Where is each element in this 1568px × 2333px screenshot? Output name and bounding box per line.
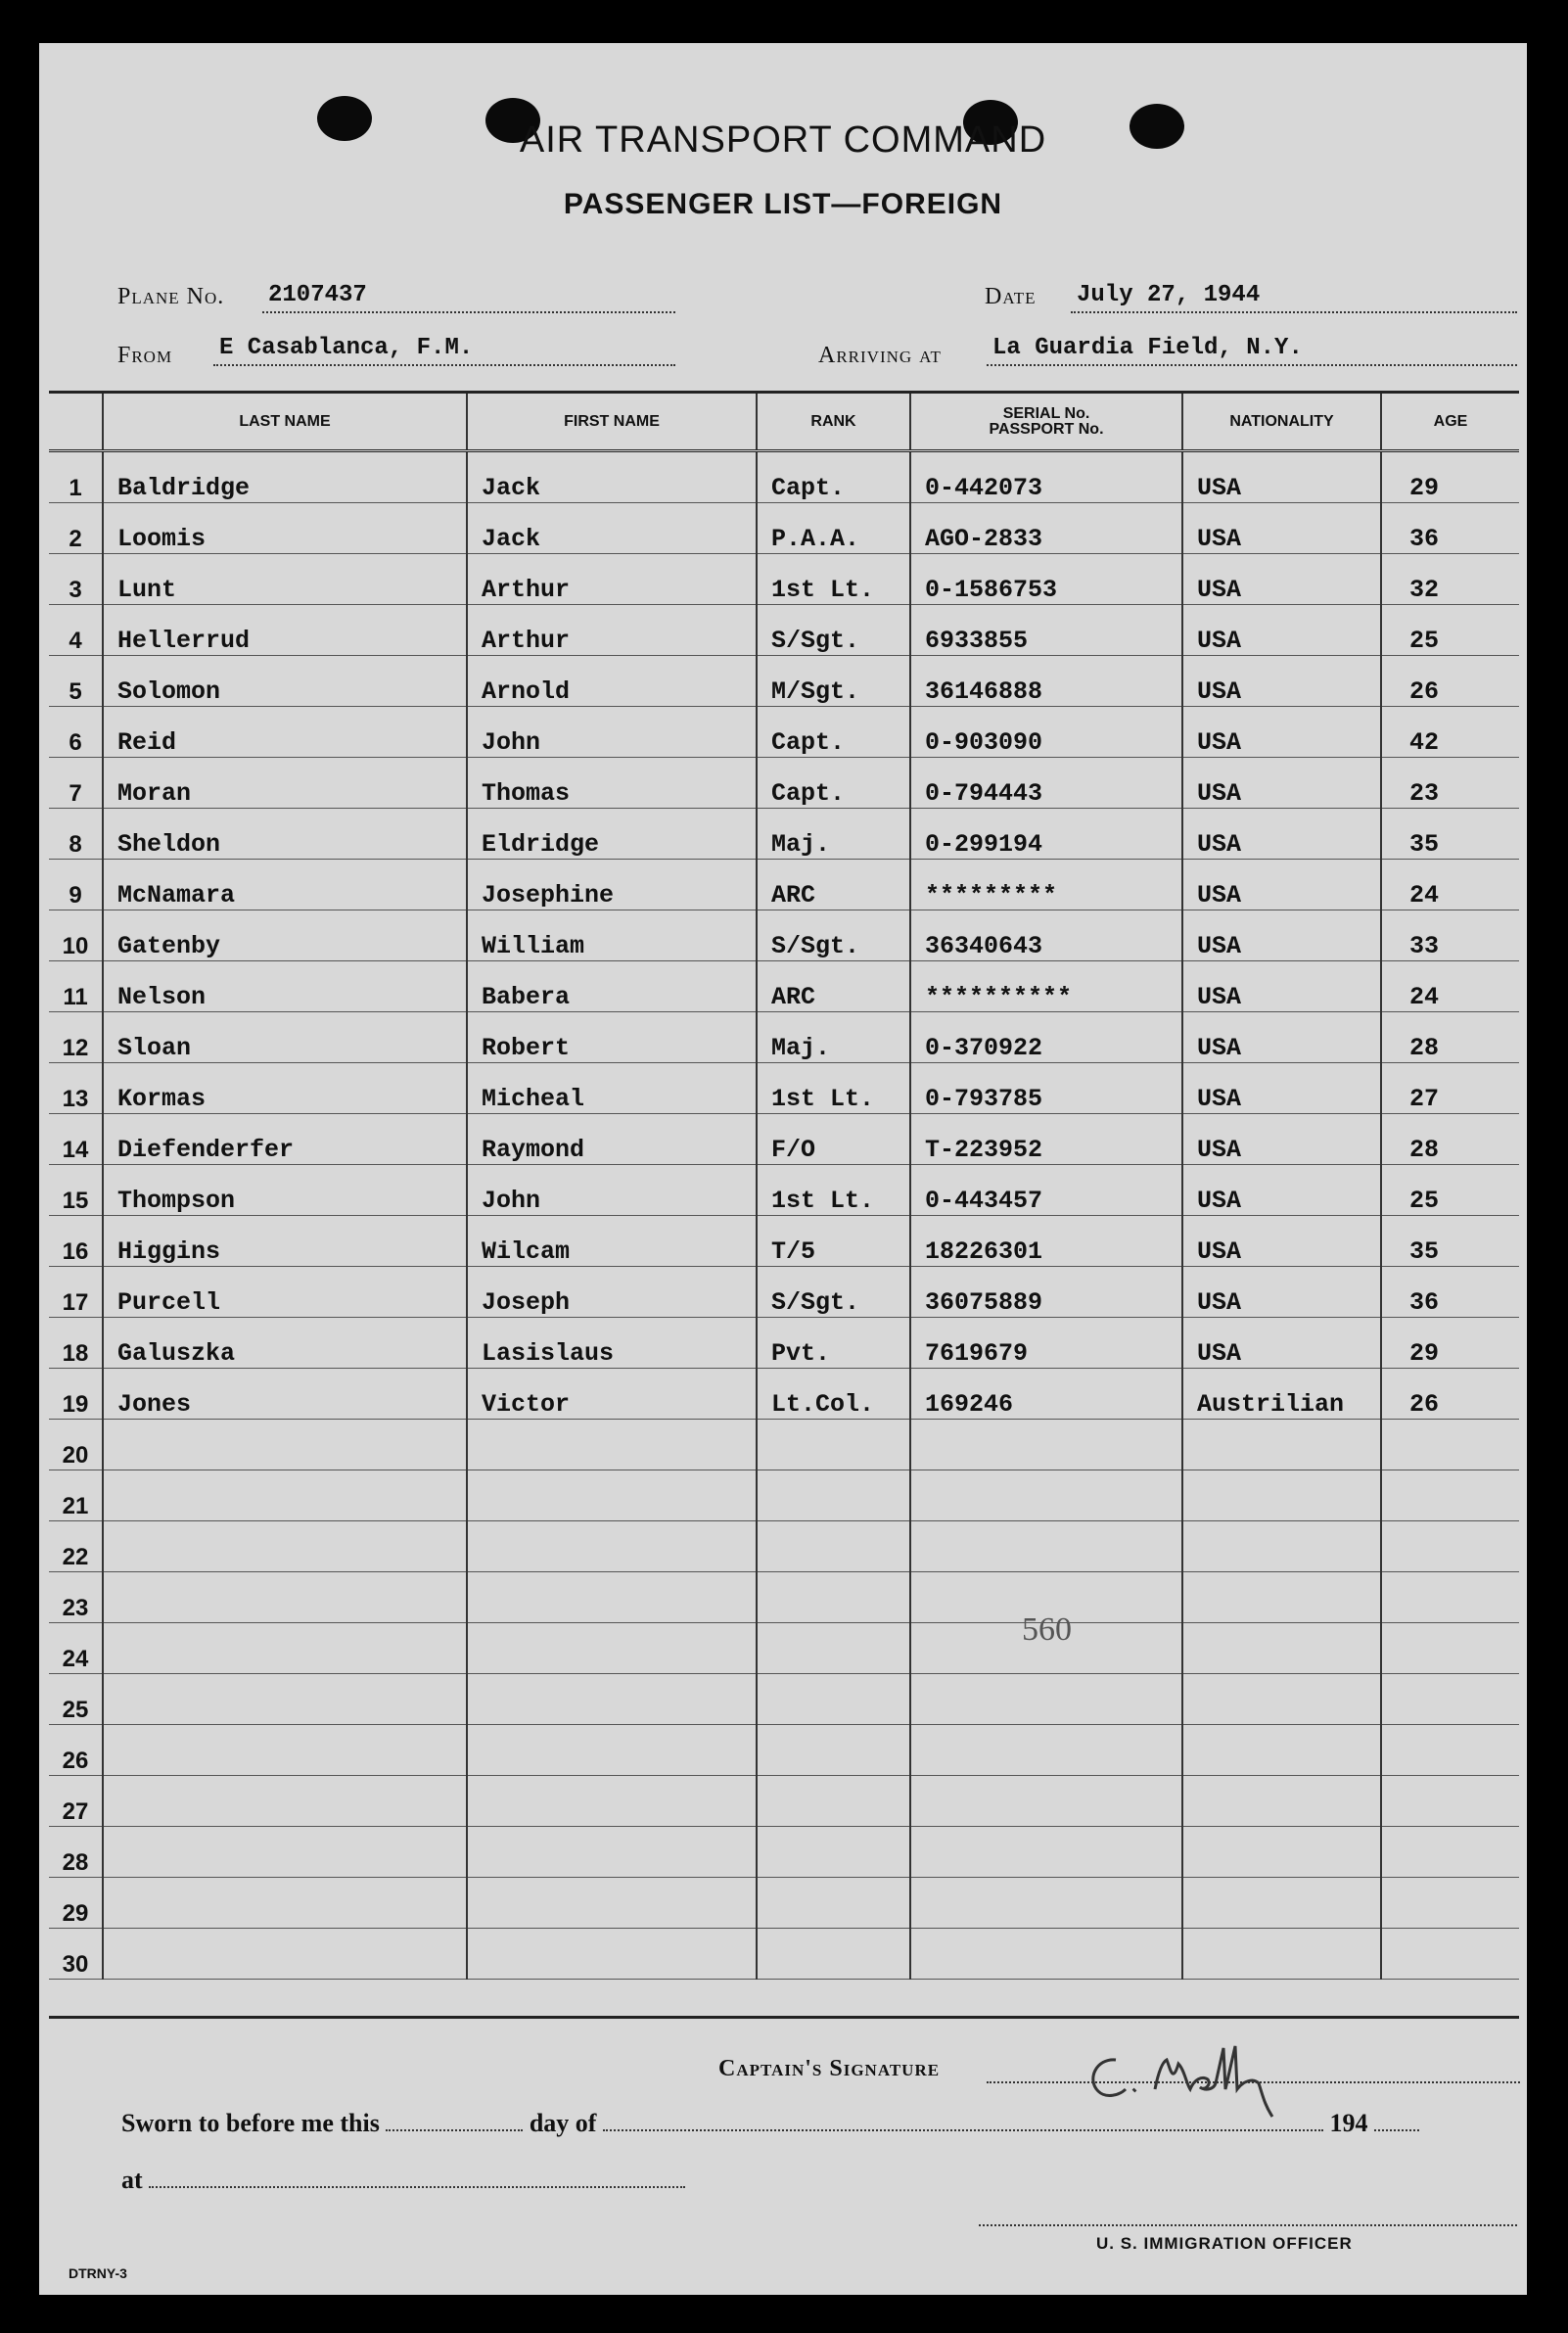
first-name-cell bbox=[467, 1572, 757, 1623]
row-number: 8 bbox=[49, 809, 103, 860]
first-name-cell bbox=[467, 1725, 757, 1776]
last-name-cell: Gatenby bbox=[103, 910, 467, 961]
rank-cell: S/Sgt. bbox=[757, 605, 910, 656]
age-cell bbox=[1381, 1521, 1519, 1572]
age-cell: 24 bbox=[1381, 860, 1519, 910]
rank-cell bbox=[757, 1572, 910, 1623]
nationality-cell: USA bbox=[1182, 451, 1381, 503]
rank-cell: S/Sgt. bbox=[757, 1267, 910, 1318]
age-cell: 28 bbox=[1381, 1114, 1519, 1165]
first-name-cell bbox=[467, 1623, 757, 1674]
at-blank bbox=[149, 2186, 685, 2188]
nationality-cell bbox=[1182, 1623, 1381, 1674]
last-name-cell: Loomis bbox=[103, 503, 467, 554]
serial-cell: AGO-2833 bbox=[910, 503, 1182, 554]
nationality-cell: USA bbox=[1182, 554, 1381, 605]
first-name-cell: Thomas bbox=[467, 758, 757, 809]
serial-cell: 169246 bbox=[910, 1369, 1182, 1420]
age-cell: 36 bbox=[1381, 503, 1519, 554]
rank-cell: Maj. bbox=[757, 809, 910, 860]
table-row bbox=[49, 1572, 1519, 1623]
rank-cell: 1st Lt. bbox=[757, 554, 910, 605]
rank-cell bbox=[757, 1725, 910, 1776]
serial-cell bbox=[910, 1878, 1182, 1929]
rank-cell: Capt. bbox=[757, 758, 910, 809]
rank-cell: Maj. bbox=[757, 1012, 910, 1063]
row-number: 27 bbox=[49, 1776, 103, 1827]
rank-cell bbox=[757, 1929, 910, 1980]
table-row bbox=[49, 1929, 1519, 1980]
rank-cell bbox=[757, 1521, 910, 1572]
first-name-cell: Robert bbox=[467, 1012, 757, 1063]
nationality-cell: USA bbox=[1182, 961, 1381, 1012]
table-row bbox=[49, 503, 1519, 554]
table-row bbox=[49, 1165, 1519, 1216]
rank-cell bbox=[757, 1420, 910, 1470]
immigration-officer-line bbox=[979, 2224, 1517, 2226]
header-rank: RANK bbox=[757, 394, 910, 451]
form-number: DTRNY-3 bbox=[69, 2265, 127, 2281]
arriving-label: Arriving at bbox=[818, 343, 942, 368]
serial-cell: 7619679 bbox=[910, 1318, 1182, 1369]
sworn-text: Sworn to before me this bbox=[121, 2109, 380, 2137]
nationality-cell bbox=[1182, 1878, 1381, 1929]
age-cell bbox=[1381, 1929, 1519, 1980]
header-nationality: NATIONALITY bbox=[1182, 394, 1381, 451]
first-name-cell bbox=[467, 1674, 757, 1725]
first-name-cell: Arthur bbox=[467, 554, 757, 605]
sworn-line bbox=[121, 2109, 1419, 2138]
last-name-cell bbox=[103, 1521, 467, 1572]
age-cell: 32 bbox=[1381, 554, 1519, 605]
rank-cell: Capt. bbox=[757, 707, 910, 758]
row-number: 14 bbox=[49, 1114, 103, 1165]
table-row bbox=[49, 758, 1519, 809]
first-name-cell: John bbox=[467, 707, 757, 758]
age-cell: 28 bbox=[1381, 1012, 1519, 1063]
nationality-cell bbox=[1182, 1725, 1381, 1776]
from-label: From bbox=[117, 343, 173, 368]
age-cell: 26 bbox=[1381, 656, 1519, 707]
first-name-cell bbox=[467, 1878, 757, 1929]
form-title: AIR TRANSPORT COMMAND bbox=[519, 119, 1047, 161]
first-name-cell: Jack bbox=[467, 451, 757, 503]
row-number: 16 bbox=[49, 1216, 103, 1267]
serial-cell: 0-370922 bbox=[910, 1012, 1182, 1063]
first-name-cell bbox=[467, 1420, 757, 1470]
sworn-day-blank bbox=[386, 2129, 523, 2131]
first-name-cell: Josephine bbox=[467, 860, 757, 910]
nationality-cell: USA bbox=[1182, 758, 1381, 809]
last-name-cell: Kormas bbox=[103, 1063, 467, 1114]
last-name-cell bbox=[103, 1420, 467, 1470]
year-prefix: 194 bbox=[1329, 2109, 1368, 2137]
rank-cell bbox=[757, 1623, 910, 1674]
table-row bbox=[49, 554, 1519, 605]
nationality-cell: USA bbox=[1182, 910, 1381, 961]
serial-cell: T-223952 bbox=[910, 1114, 1182, 1165]
serial-cell: 36146888 bbox=[910, 656, 1182, 707]
first-name-cell: Wilcam bbox=[467, 1216, 757, 1267]
table-row bbox=[49, 809, 1519, 860]
row-number: 25 bbox=[49, 1674, 103, 1725]
first-name-cell: Jack bbox=[467, 503, 757, 554]
row-number: 9 bbox=[49, 860, 103, 910]
nationality-cell: USA bbox=[1182, 860, 1381, 910]
serial-cell: 0-793785 bbox=[910, 1063, 1182, 1114]
serial-cell: 0-442073 bbox=[910, 451, 1182, 503]
serial-cell: ********** bbox=[910, 961, 1182, 1012]
last-name-cell bbox=[103, 1827, 467, 1878]
nationality-cell: USA bbox=[1182, 1165, 1381, 1216]
rank-cell: S/Sgt. bbox=[757, 910, 910, 961]
rank-cell: Capt. bbox=[757, 451, 910, 503]
first-name-cell: Eldridge bbox=[467, 809, 757, 860]
rank-cell: 1st Lt. bbox=[757, 1165, 910, 1216]
last-name-cell bbox=[103, 1776, 467, 1827]
nationality-cell: USA bbox=[1182, 605, 1381, 656]
serial-cell: 0-299194 bbox=[910, 809, 1182, 860]
last-name-cell bbox=[103, 1878, 467, 1929]
serial-cell: 0-903090 bbox=[910, 707, 1182, 758]
header-first-name: FIRST NAME bbox=[467, 394, 757, 451]
serial-cell bbox=[910, 1929, 1182, 1980]
last-name-cell: Sloan bbox=[103, 1012, 467, 1063]
row-number: 19 bbox=[49, 1369, 103, 1420]
table-row bbox=[49, 451, 1519, 503]
last-name-cell: Nelson bbox=[103, 961, 467, 1012]
last-name-cell bbox=[103, 1623, 467, 1674]
first-name-cell: John bbox=[467, 1165, 757, 1216]
rank-cell bbox=[757, 1827, 910, 1878]
table-row bbox=[49, 1827, 1519, 1878]
row-number: 22 bbox=[49, 1521, 103, 1572]
last-name-cell bbox=[103, 1725, 467, 1776]
serial-cell: 6933855 bbox=[910, 605, 1182, 656]
rank-cell bbox=[757, 1776, 910, 1827]
first-name-cell: Raymond bbox=[467, 1114, 757, 1165]
age-cell bbox=[1381, 1572, 1519, 1623]
table-row bbox=[49, 1012, 1519, 1063]
table-row bbox=[49, 910, 1519, 961]
rank-cell: F/O bbox=[757, 1114, 910, 1165]
row-number: 30 bbox=[49, 1929, 103, 1980]
last-name-cell: Galuszka bbox=[103, 1318, 467, 1369]
table-row bbox=[49, 1369, 1519, 1420]
nationality-cell: USA bbox=[1182, 707, 1381, 758]
row-number: 17 bbox=[49, 1267, 103, 1318]
age-cell: 33 bbox=[1381, 910, 1519, 961]
table-row bbox=[49, 1521, 1519, 1572]
last-name-cell bbox=[103, 1572, 467, 1623]
row-number: 20 bbox=[49, 1420, 103, 1470]
last-name-cell: Baldridge bbox=[103, 451, 467, 503]
last-name-cell: Purcell bbox=[103, 1267, 467, 1318]
rank-cell: T/5 bbox=[757, 1216, 910, 1267]
age-cell: 25 bbox=[1381, 1165, 1519, 1216]
row-number: 18 bbox=[49, 1318, 103, 1369]
row-number: 7 bbox=[49, 758, 103, 809]
row-number: 11 bbox=[49, 961, 103, 1012]
age-cell: 26 bbox=[1381, 1369, 1519, 1420]
table-row bbox=[49, 1470, 1519, 1521]
nationality-cell: USA bbox=[1182, 1114, 1381, 1165]
rank-cell bbox=[757, 1674, 910, 1725]
header-last-name: LAST NAME bbox=[103, 394, 467, 451]
row-number: 1 bbox=[49, 451, 103, 503]
first-name-cell bbox=[467, 1827, 757, 1878]
last-name-cell: Higgins bbox=[103, 1216, 467, 1267]
first-name-cell bbox=[467, 1470, 757, 1521]
table-row bbox=[49, 1623, 1519, 1674]
passenger-list-form bbox=[39, 43, 1527, 2295]
form-subtitle: PASSENGER LIST—FOREIGN bbox=[563, 188, 1003, 220]
age-cell: 25 bbox=[1381, 605, 1519, 656]
row-number: 15 bbox=[49, 1165, 103, 1216]
table-row bbox=[49, 1878, 1519, 1929]
row-number: 29 bbox=[49, 1878, 103, 1929]
nationality-cell bbox=[1182, 1420, 1381, 1470]
table-header-row bbox=[49, 394, 1519, 451]
row-number: 13 bbox=[49, 1063, 103, 1114]
serial-cell: 0-794443 bbox=[910, 758, 1182, 809]
age-cell bbox=[1381, 1827, 1519, 1878]
last-name-cell: Moran bbox=[103, 758, 467, 809]
serial-cell bbox=[910, 1674, 1182, 1725]
age-cell: 36 bbox=[1381, 1267, 1519, 1318]
first-name-cell: William bbox=[467, 910, 757, 961]
table-row bbox=[49, 656, 1519, 707]
last-name-cell: Sheldon bbox=[103, 809, 467, 860]
rank-cell: Lt.Col. bbox=[757, 1369, 910, 1420]
row-number: 6 bbox=[49, 707, 103, 758]
first-name-cell bbox=[467, 1929, 757, 1980]
age-cell: 29 bbox=[1381, 1318, 1519, 1369]
at-line bbox=[121, 2166, 685, 2195]
last-name-cell: Solomon bbox=[103, 656, 467, 707]
table-bottom-rule bbox=[49, 2016, 1519, 2019]
serial-cell bbox=[910, 1725, 1182, 1776]
serial-cell: 36075889 bbox=[910, 1267, 1182, 1318]
first-name-cell: Lasislaus bbox=[467, 1318, 757, 1369]
last-name-cell bbox=[103, 1674, 467, 1725]
serial-cell: 18226301 bbox=[910, 1216, 1182, 1267]
table-row bbox=[49, 1216, 1519, 1267]
table-row bbox=[49, 1318, 1519, 1369]
row-number: 28 bbox=[49, 1827, 103, 1878]
row-number: 24 bbox=[49, 1623, 103, 1674]
rank-cell: 1st Lt. bbox=[757, 1063, 910, 1114]
serial-cell: 0-1586753 bbox=[910, 554, 1182, 605]
first-name-cell: Micheal bbox=[467, 1063, 757, 1114]
row-number: 4 bbox=[49, 605, 103, 656]
nationality-cell bbox=[1182, 1776, 1381, 1827]
serial-cell bbox=[910, 1521, 1182, 1572]
last-name-cell: Diefenderfer bbox=[103, 1114, 467, 1165]
last-name-cell: Jones bbox=[103, 1369, 467, 1420]
table-row bbox=[49, 605, 1519, 656]
row-number: 23 bbox=[49, 1572, 103, 1623]
year-blank bbox=[1374, 2129, 1419, 2131]
header-age: AGE bbox=[1381, 394, 1519, 451]
rank-cell: M/Sgt. bbox=[757, 656, 910, 707]
arriving-value: La Guardia Field, N.Y. bbox=[987, 335, 1517, 366]
first-name-cell: Joseph bbox=[467, 1267, 757, 1318]
month-blank bbox=[603, 2129, 1323, 2131]
plane-number: 2107437 bbox=[262, 282, 675, 313]
nationality-cell: USA bbox=[1182, 1318, 1381, 1369]
nationality-cell: USA bbox=[1182, 1216, 1381, 1267]
nationality-cell: USA bbox=[1182, 656, 1381, 707]
date-value: July 27, 1944 bbox=[1071, 282, 1517, 313]
serial-cell bbox=[910, 1470, 1182, 1521]
from-value: E Casablanca, F.M. bbox=[213, 335, 675, 366]
nationality-cell bbox=[1182, 1470, 1381, 1521]
serial-cell bbox=[910, 1420, 1182, 1470]
rank-cell bbox=[757, 1470, 910, 1521]
rank-cell: ARC bbox=[757, 860, 910, 910]
age-cell: 27 bbox=[1381, 1063, 1519, 1114]
age-cell: 29 bbox=[1381, 451, 1519, 503]
first-name-cell bbox=[467, 1521, 757, 1572]
age-cell: 35 bbox=[1381, 809, 1519, 860]
age-cell bbox=[1381, 1470, 1519, 1521]
age-cell: 24 bbox=[1381, 961, 1519, 1012]
age-cell bbox=[1381, 1623, 1519, 1674]
row-number: 10 bbox=[49, 910, 103, 961]
captain-signature-image bbox=[1077, 2040, 1390, 2119]
first-name-cell: Victor bbox=[467, 1369, 757, 1420]
rank-cell: P.A.A. bbox=[757, 503, 910, 554]
rank-cell: Pvt. bbox=[757, 1318, 910, 1369]
at-label: at bbox=[121, 2166, 143, 2194]
table-row bbox=[49, 961, 1519, 1012]
captain-signature-label: Captain's Signature bbox=[718, 2056, 941, 2081]
stamp-number: 560 bbox=[1022, 1611, 1072, 1648]
nationality-cell: USA bbox=[1182, 1012, 1381, 1063]
nationality-cell: Austrilian bbox=[1182, 1369, 1381, 1420]
age-cell bbox=[1381, 1878, 1519, 1929]
age-cell bbox=[1381, 1420, 1519, 1470]
age-cell bbox=[1381, 1725, 1519, 1776]
table-row bbox=[49, 1267, 1519, 1318]
table-row bbox=[49, 860, 1519, 910]
nationality-cell bbox=[1182, 1827, 1381, 1878]
day-of-text: day of bbox=[529, 2109, 597, 2137]
nationality-cell: USA bbox=[1182, 503, 1381, 554]
rank-cell bbox=[757, 1878, 910, 1929]
first-name-cell: Arnold bbox=[467, 656, 757, 707]
nationality-cell: USA bbox=[1182, 1267, 1381, 1318]
table-row bbox=[49, 1063, 1519, 1114]
table-row bbox=[49, 707, 1519, 758]
table-row bbox=[49, 1725, 1519, 1776]
table-row bbox=[49, 1420, 1519, 1470]
nationality-cell: USA bbox=[1182, 1063, 1381, 1114]
header-number bbox=[49, 394, 103, 451]
age-cell: 23 bbox=[1381, 758, 1519, 809]
row-number: 26 bbox=[49, 1725, 103, 1776]
serial-cell: 36340643 bbox=[910, 910, 1182, 961]
first-name-cell: Arthur bbox=[467, 605, 757, 656]
last-name-cell: Lunt bbox=[103, 554, 467, 605]
table-row bbox=[49, 1674, 1519, 1725]
row-number: 2 bbox=[49, 503, 103, 554]
nationality-cell bbox=[1182, 1674, 1381, 1725]
table-row bbox=[49, 1776, 1519, 1827]
date-label: Date bbox=[985, 284, 1037, 309]
age-cell: 42 bbox=[1381, 707, 1519, 758]
row-number: 21 bbox=[49, 1470, 103, 1521]
nationality-cell bbox=[1182, 1929, 1381, 1980]
row-number: 12 bbox=[49, 1012, 103, 1063]
row-number: 3 bbox=[49, 554, 103, 605]
serial-cell bbox=[910, 1827, 1182, 1878]
first-name-cell: Babera bbox=[467, 961, 757, 1012]
header-serial: SERIAL No. PASSPORT No. bbox=[910, 394, 1182, 451]
table-row bbox=[49, 1114, 1519, 1165]
last-name-cell bbox=[103, 1929, 467, 1980]
plane-label: Plane No. bbox=[117, 284, 225, 309]
nationality-cell bbox=[1182, 1521, 1381, 1572]
age-cell: 35 bbox=[1381, 1216, 1519, 1267]
rank-cell: ARC bbox=[757, 961, 910, 1012]
last-name-cell: Thompson bbox=[103, 1165, 467, 1216]
immigration-officer-label: U. S. IMMIGRATION OFFICER bbox=[1096, 2234, 1353, 2253]
age-cell bbox=[1381, 1674, 1519, 1725]
last-name-cell: Hellerrud bbox=[103, 605, 467, 656]
serial-cell: ********* bbox=[910, 860, 1182, 910]
last-name-cell: McNamara bbox=[103, 860, 467, 910]
first-name-cell bbox=[467, 1776, 757, 1827]
passenger-table bbox=[49, 394, 1519, 1980]
serial-cell bbox=[910, 1776, 1182, 1827]
last-name-cell: Reid bbox=[103, 707, 467, 758]
nationality-cell bbox=[1182, 1572, 1381, 1623]
age-cell bbox=[1381, 1776, 1519, 1827]
row-number: 5 bbox=[49, 656, 103, 707]
nationality-cell: USA bbox=[1182, 809, 1381, 860]
serial-cell: 0-443457 bbox=[910, 1165, 1182, 1216]
last-name-cell bbox=[103, 1470, 467, 1521]
